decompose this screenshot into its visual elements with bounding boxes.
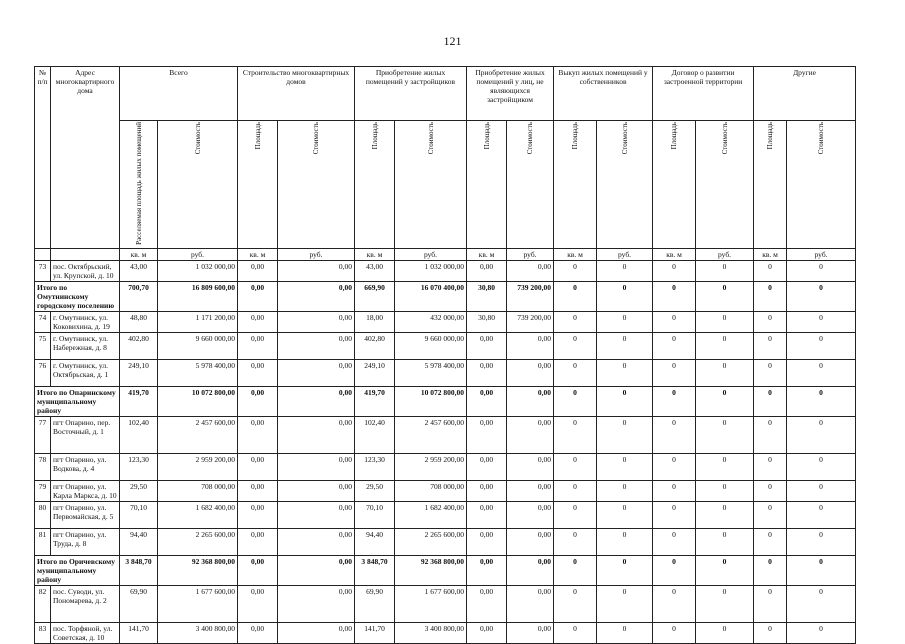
cell-value: 0 [554,528,597,555]
cell-value: 0,00 [278,416,355,453]
cell-value: 0 [754,281,787,311]
cell-value: 0 [787,622,856,643]
cell-value: 18,00 [355,311,395,332]
cell-value: 0 [653,622,696,643]
row-number: 82 [35,585,51,622]
cell-value: 16 070 400,00 [395,281,467,311]
cell-value: 0 [696,416,754,453]
cell-value: 0 [754,453,787,480]
cell-value: 0,00 [238,332,278,359]
cell-value: 0,00 [467,555,507,585]
unit-rub: руб. [696,248,754,260]
cell-value: 419,70 [355,386,395,416]
cell-value: 0,00 [278,260,355,281]
cell-value: 0 [554,555,597,585]
cell-value: 9 660 000,00 [395,332,467,359]
cell-value: 0,00 [507,416,554,453]
cell-value: 0 [597,453,653,480]
cell-value: 0 [554,416,597,453]
cell-value: 402,80 [120,332,158,359]
header-address: Адрес многоквартирного дома [51,67,120,249]
cell-value: 0,00 [507,585,554,622]
cell-value: 3 848,70 [355,555,395,585]
subheader-area: Площадь [571,122,580,150]
cell-value: 0,00 [507,501,554,528]
cell-value: 0,00 [238,386,278,416]
cell-value: 102,40 [120,416,158,453]
cell-value: 2 959 200,00 [158,453,238,480]
cell-value: 0 [597,260,653,281]
row-address: пгт Опарино, ул. Водкова, д. 4 [51,453,120,480]
unit-sq: кв. м [238,248,278,260]
row-address: г. Омутнинск, ул. Набережная, д. 8 [51,332,120,359]
cell-value: 2 457 600,00 [395,416,467,453]
cell-value: 0 [597,501,653,528]
cell-value: 0 [754,386,787,416]
cell-value: 0,00 [507,528,554,555]
cell-value: 0 [554,585,597,622]
cell-value: 69,90 [120,585,158,622]
cell-value: 0 [696,386,754,416]
cell-value: 0 [653,480,696,501]
header-construction: Строительство многоквартирных домов [238,67,355,121]
cell-value: 0 [653,311,696,332]
cell-value: 0 [787,260,856,281]
cell-value: 0 [787,386,856,416]
cell-value: 70,10 [355,501,395,528]
cell-value: 708 000,00 [158,480,238,501]
cell-value: 3 848,70 [120,555,158,585]
cell-value: 0,00 [507,453,554,480]
row-address: пгт Опарино, пер. Восточный, д. 1 [51,416,120,453]
row-number: 75 [35,332,51,359]
cell-value: 102,40 [355,416,395,453]
cell-value: 0,00 [467,260,507,281]
subheader-cost: Стоимость [620,122,629,155]
cell-value: 141,70 [355,622,395,643]
cell-value: 0 [696,332,754,359]
cell-value: 0,00 [238,453,278,480]
row-number: 73 [35,260,51,281]
cell-value: 0 [696,501,754,528]
cell-value: 29,50 [355,480,395,501]
unit-rub: руб. [787,248,856,260]
cell-value: 0 [754,480,787,501]
cell-value: 0,00 [467,332,507,359]
cell-value: 0 [597,480,653,501]
cell-value: 419,70 [120,386,158,416]
table-row [35,260,856,281]
cell-value: 0,00 [238,501,278,528]
cell-value: 0,00 [467,359,507,386]
cell-value: 123,30 [120,453,158,480]
cell-value: 0,00 [278,311,355,332]
subheader-cost: Стоимость [193,122,202,155]
subheader-area: Площадь [253,122,262,150]
row-number: 77 [35,416,51,453]
row-address: г. Омутнинск, ул. Коковихина, д. 19 [51,311,120,332]
cell-value: 0,00 [278,359,355,386]
cell-value: 0,00 [507,386,554,416]
cell-value: 30,80 [467,281,507,311]
table-row [35,453,856,480]
cell-value: 48,80 [120,311,158,332]
cell-value: 9 660 000,00 [158,332,238,359]
table-row [35,332,856,359]
subtotal-label: Итого по Оричевскому муниципальному району [35,555,120,585]
cell-value: 0 [554,622,597,643]
cell-value: 0,00 [467,585,507,622]
cell-value: 0,00 [278,528,355,555]
cell-value: 0 [754,622,787,643]
cell-value: 0 [696,585,754,622]
subtotal-label: Итого по Опаринскому муниципальному району [35,386,120,416]
cell-value: 0 [653,281,696,311]
cell-value: 94,40 [120,528,158,555]
cell-value: 402,80 [355,332,395,359]
cell-value: 0 [653,585,696,622]
cell-value: 0,00 [238,622,278,643]
cell-value: 0 [554,311,597,332]
cell-value: 0 [696,260,754,281]
cell-value: 70,10 [120,501,158,528]
cell-value: 0 [696,453,754,480]
cell-value: 0,00 [467,622,507,643]
row-address: г. Омутнинск, ул. Октябрьская, д. 1 [51,359,120,386]
cell-value: 0 [653,386,696,416]
cell-value: 739 200,00 [507,311,554,332]
cell-value: 0 [597,281,653,311]
cell-value: 0 [696,480,754,501]
unit-rub: руб. [158,248,238,260]
cell-value: 0,00 [238,416,278,453]
cell-value: 0 [554,386,597,416]
cell-value: 0 [653,416,696,453]
unit-sq: кв. м [554,248,597,260]
cell-value: 0,00 [507,480,554,501]
cell-value: 0,00 [507,260,554,281]
header-buyout: Выкуп жилых помещений у собственников [554,67,653,121]
unit-rub: руб. [597,248,653,260]
row-number: 78 [35,453,51,480]
cell-value: 0,00 [238,528,278,555]
table-row [35,622,856,643]
cell-value: 0,00 [278,386,355,416]
unit-rub: руб. [278,248,355,260]
unit-sq: кв. м [653,248,696,260]
cell-value: 0 [754,555,787,585]
cell-value: 29,50 [120,480,158,501]
row-number: 76 [35,359,51,386]
cell-value: 0 [787,416,856,453]
cell-value: 1 682 400,00 [395,501,467,528]
cell-value: 0 [787,501,856,528]
subheader-area: Площадь [482,122,491,150]
cell-value: 0,00 [507,555,554,585]
cell-value: 700,70 [120,281,158,311]
units-row [35,248,856,260]
header-acq-dev: Приобретение жилых помещений у застройщиков [355,67,467,121]
cell-value: 92 368 800,00 [395,555,467,585]
cell-value: 0 [653,332,696,359]
cell-value: 0 [754,359,787,386]
cell-value: 5 978 400,00 [395,359,467,386]
subtotal-row [35,555,856,585]
subheader-cost: Стоимость [526,122,535,155]
cell-value: 0,00 [278,585,355,622]
table-row [35,311,856,332]
cell-value: 0,00 [467,528,507,555]
row-number: 74 [35,311,51,332]
cell-value: 0 [653,453,696,480]
row-number: 79 [35,480,51,501]
cell-value: 739 200,00 [507,281,554,311]
row-number: 83 [35,622,51,643]
cell-value: 0 [754,528,787,555]
cell-value: 94,40 [355,528,395,555]
cell-value: 0 [653,555,696,585]
cell-value: 0,00 [278,480,355,501]
table-row [35,501,856,528]
cell-value: 669,90 [355,281,395,311]
row-address: пос. Суводи, ул. Пономарева, д. 2 [51,585,120,622]
cell-value: 0,00 [278,281,355,311]
cell-value: 43,00 [355,260,395,281]
cell-value: 0,00 [238,359,278,386]
row-number: 80 [35,501,51,528]
housing-table [34,66,856,644]
row-number: 81 [35,528,51,555]
subheader-area: Площадь [670,122,679,150]
cell-value: 0,00 [467,501,507,528]
cell-value: 0 [696,622,754,643]
cell-value: 69,90 [355,585,395,622]
cell-value: 0 [653,260,696,281]
cell-value: 0,00 [467,453,507,480]
subheader-area: Площадь [766,122,775,150]
cell-value: 0 [597,386,653,416]
cell-value: 0 [597,555,653,585]
cell-value: 0 [754,260,787,281]
cell-value: 0,00 [507,622,554,643]
header-acq-nondev: Приобретение жилых помещений у лиц, не являющихся застройщиком [467,67,554,121]
table-row [35,528,856,555]
cell-value: 1 032 000,00 [395,260,467,281]
cell-value: 0,00 [278,622,355,643]
cell-value: 3 400 800,00 [395,622,467,643]
cell-value: 0 [597,416,653,453]
cell-value: 0 [554,480,597,501]
cell-value: 0 [696,555,754,585]
subtotal-row [35,386,856,416]
cell-value: 0 [653,528,696,555]
cell-value: 0 [554,453,597,480]
cell-value: 2 265 600,00 [158,528,238,555]
cell-value: 10 072 800,00 [395,386,467,416]
page-number: 121 [443,34,462,48]
unit-rub: руб. [395,248,467,260]
cell-value: 249,10 [120,359,158,386]
cell-value: 0 [754,501,787,528]
subheader-cost: Стоимость [817,122,826,155]
cell-value: 43,00 [120,260,158,281]
cell-value: 249,10 [355,359,395,386]
cell-value: 141,70 [120,622,158,643]
header-total: Всего [120,67,238,121]
cell-value: 5 978 400,00 [158,359,238,386]
cell-value: 708 000,00 [395,480,467,501]
cell-value: 0 [787,585,856,622]
unit-sq: кв. м [467,248,507,260]
cell-value: 0,00 [278,332,355,359]
cell-value: 16 809 600,00 [158,281,238,311]
cell-value: 1 677 600,00 [158,585,238,622]
row-address: пгт Опарино, ул. Карла Маркса, д. 10 [51,480,120,501]
table-row [35,416,856,453]
cell-value: 0 [696,528,754,555]
cell-value: 0 [597,332,653,359]
cell-value: 0,00 [238,555,278,585]
cell-value: 0 [597,622,653,643]
subheader-cost: Стоимость [426,122,435,155]
cell-value: 0 [787,281,856,311]
cell-value: 0 [787,528,856,555]
cell-value: 0 [554,359,597,386]
cell-value: 0 [597,359,653,386]
subheader-cost: Стоимость [312,122,320,155]
cell-value: 0,00 [238,480,278,501]
cell-value: 0 [696,311,754,332]
cell-value: 0 [787,453,856,480]
cell-value: 0,00 [507,359,554,386]
cell-value: 10 072 800,00 [158,386,238,416]
cell-value: 0,00 [467,416,507,453]
cell-value: 2 959 200,00 [395,453,467,480]
row-address: пос. Октябрьский, ул. Крупской, д. 10 [51,260,120,281]
cell-value: 0 [754,311,787,332]
header-row [35,67,856,121]
cell-value: 0,00 [238,281,278,311]
row-address: пос. Торфяной, ул. Советская, д. 10 [51,622,120,643]
cell-value: 0 [754,416,787,453]
header-contract: Договор о развитии застроенной территории [653,67,754,121]
cell-value: 1 171 200,00 [158,311,238,332]
cell-value: 0 [554,501,597,528]
header-other: Другие [754,67,856,121]
table-row [35,359,856,386]
cell-value: 1 677 600,00 [395,585,467,622]
row-address: пгт Опарино, ул. Труда, д. 8 [51,528,120,555]
header-num: № п/п [35,67,51,249]
unit-rub: руб. [507,248,554,260]
subheader-cost: Стоимость [720,122,729,155]
cell-value: 0 [653,501,696,528]
unit-sq: кв. м [355,248,395,260]
cell-value: 2 457 600,00 [158,416,238,453]
cell-value: 0 [754,585,787,622]
cell-value: 0 [597,528,653,555]
cell-value: 0 [696,281,754,311]
cell-value: 123,30 [355,453,395,480]
cell-value: 3 400 800,00 [158,622,238,643]
cell-value: 30,80 [467,311,507,332]
cell-value: 1 682 400,00 [158,501,238,528]
subtotal-label: Итого по Омутнинскому городскому поселению [35,281,120,311]
cell-value: 0,00 [238,585,278,622]
cell-value: 0 [787,311,856,332]
cell-value: 432 000,00 [395,311,467,332]
cell-value: 0 [554,332,597,359]
cell-value: 1 032 000,00 [158,260,238,281]
row-address: пгт Опарино, ул. Первомайская, д. 5 [51,501,120,528]
unit-sq: кв. м [120,248,158,260]
cell-value: 0 [554,281,597,311]
cell-value: 92 368 800,00 [158,555,238,585]
subheader-row [35,121,856,249]
cell-value: 0 [696,359,754,386]
cell-value: 0 [597,585,653,622]
cell-value: 0 [754,332,787,359]
cell-value: 0,00 [467,480,507,501]
subheader-resettled-area: Расселяемая площадь жилых помещений [134,122,143,245]
cell-value: 0,00 [278,453,355,480]
cell-value: 0 [787,359,856,386]
table-row [35,585,856,622]
cell-value: 0 [597,311,653,332]
cell-value: 0 [787,555,856,585]
cell-value: 0 [787,332,856,359]
cell-value: 2 265 600,00 [395,528,467,555]
subtotal-row [35,281,856,311]
cell-value: 0,00 [467,386,507,416]
table-row [35,480,856,501]
subheader-area: Площадь [370,122,379,150]
unit-sq: кв. м [754,248,787,260]
cell-value: 0 [653,359,696,386]
cell-value: 0,00 [507,332,554,359]
cell-value: 0 [554,260,597,281]
cell-value: 0,00 [278,555,355,585]
cell-value: 0 [787,480,856,501]
cell-value: 0,00 [238,311,278,332]
cell-value: 0,00 [278,501,355,528]
cell-value: 0,00 [238,260,278,281]
